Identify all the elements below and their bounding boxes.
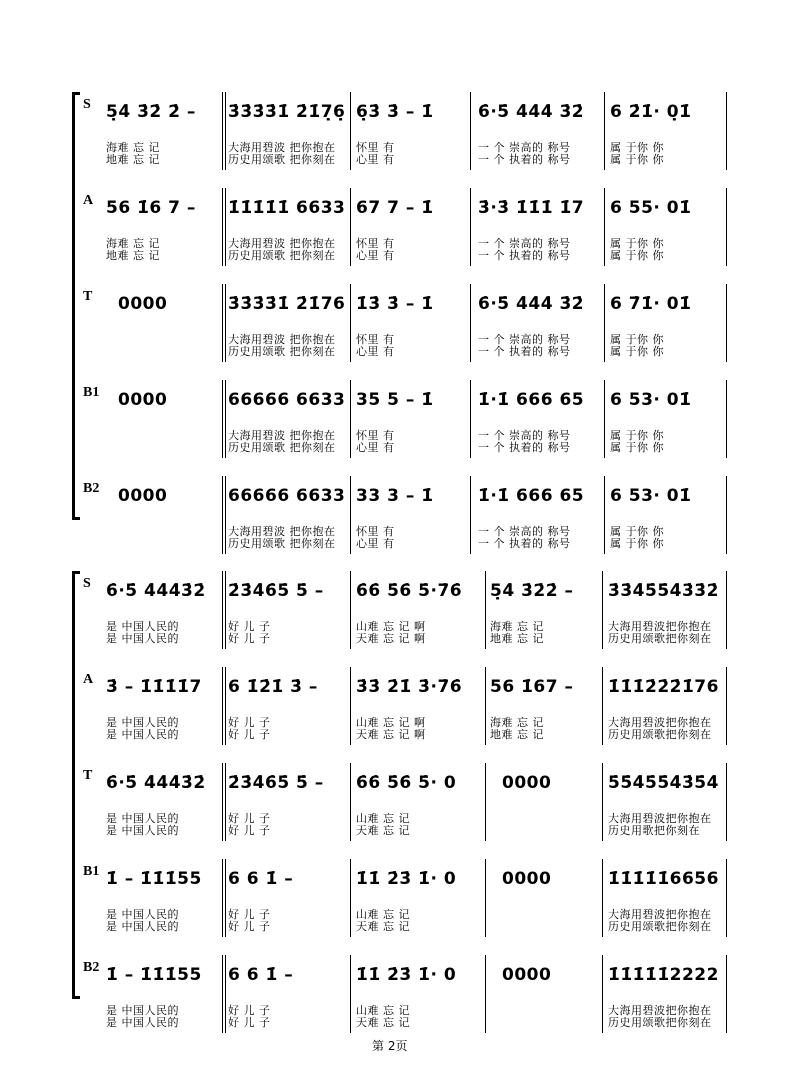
lyric-line: 是 中国人民的	[106, 920, 179, 933]
notation-measure: 0000	[502, 965, 552, 985]
voice-label: S	[83, 576, 91, 591]
bar-line	[225, 667, 226, 745]
bar-line	[222, 476, 223, 554]
bar-line	[222, 859, 223, 937]
lyric-line: 大海用碧波 把你抱在	[228, 333, 336, 346]
bar-line	[225, 92, 226, 170]
notation-measure: 33 3 – 1̇	[356, 486, 434, 506]
lyric-line: 山难 忘 记	[356, 812, 410, 825]
notation-measure: 0000	[118, 486, 168, 506]
lyric-line: 历史用颂歌把你刻在	[608, 632, 712, 645]
bracket-cap	[72, 92, 80, 95]
lyric-line: 好 儿 子	[228, 812, 271, 825]
voice-label: B1	[83, 385, 100, 400]
lyric-line: 山难 忘 记 啊	[356, 620, 426, 633]
bar-line	[604, 476, 605, 554]
notation-measure: 1̇1̇1̇1̇1̇6656	[608, 869, 719, 889]
bar-line	[470, 284, 471, 362]
lyric-line: 山难 忘 记	[356, 1004, 410, 1017]
notation-measure: 3̇3̇3̇3̇1̇ 2̇1̇7̣6̣	[228, 102, 346, 122]
lyric-line: 属 于你 你	[610, 441, 664, 454]
bar-line	[350, 476, 351, 554]
bar-line	[726, 188, 727, 266]
lyric-line: 大海用碧波把你抱在	[608, 908, 712, 921]
voice-label: T	[83, 289, 93, 304]
lyric-line: 地难 忘 记	[490, 632, 544, 645]
lyric-line: 海难 忘 记	[106, 141, 160, 154]
lyric-line: 一 个 崇高的 称号	[478, 525, 571, 538]
bar-line	[350, 859, 351, 937]
lyric-line: 是 中国人民的	[106, 1016, 179, 1029]
lyric-line: 怀里 有	[356, 141, 395, 154]
bar-line	[222, 284, 223, 362]
lyric-line: 地难 忘 记	[106, 249, 160, 262]
notation-measure: 6̇·5̇ 4̇4̇4̇ 3̇2̇	[478, 102, 585, 122]
notation-measure: 5̣4̇ 3̇2̇ 2̇ –	[106, 102, 196, 122]
bar-line	[726, 92, 727, 170]
bar-line	[602, 955, 603, 1033]
notation-measure: 0000	[118, 294, 168, 314]
notation-measure: 0000	[502, 869, 552, 889]
lyric-line: 天难 忘 记	[356, 1016, 410, 1029]
voice-label: B2	[83, 481, 100, 496]
bracket-cap	[72, 517, 80, 520]
system-bracket	[72, 571, 75, 999]
bar-line	[225, 476, 226, 554]
bar-line	[225, 284, 226, 362]
bar-line	[350, 955, 351, 1033]
voice-label: A	[83, 193, 94, 208]
notation-measure: 67 7 – 1̇	[356, 198, 434, 218]
lyric-line: 属 于你 你	[610, 525, 664, 538]
voice-label: A	[83, 672, 94, 687]
lyric-line: 怀里 有	[356, 525, 395, 538]
bar-line	[222, 667, 223, 745]
bar-line	[222, 571, 223, 649]
lyric-line: 是 中国人民的	[106, 632, 179, 645]
lyric-line: 是 中国人民的	[106, 716, 179, 729]
voice-label: B1	[83, 864, 100, 879]
lyric-line: 大海用碧波把你抱在	[608, 1004, 712, 1017]
lyric-line: 大海用碧波 把你抱在	[228, 429, 336, 442]
lyric-line: 天难 忘 记	[356, 920, 410, 933]
bar-line	[350, 92, 351, 170]
bar-line	[350, 188, 351, 266]
lyric-line: 历史用颂歌 把你刻在	[228, 441, 336, 454]
lyric-line: 是 中国人民的	[106, 812, 179, 825]
notation-measure: 1̇1̇ 2̇3̇ 1̇· 0	[356, 965, 457, 985]
notation-measure: 2̇3̇4̇6̇5̇ 5̇ –	[228, 773, 324, 793]
lyric-line: 一 个 执着的 称号	[478, 537, 571, 550]
lyric-line: 属 于你 你	[610, 153, 664, 166]
lyric-line: 好 儿 子	[228, 716, 271, 729]
bar-line	[604, 188, 605, 266]
bar-line	[726, 571, 727, 649]
lyric-line: 好 儿 子	[228, 1004, 271, 1017]
notation-measure: 6 2̇1̇· 0̣1̇	[610, 102, 692, 122]
bar-line	[225, 763, 226, 841]
lyric-line: 一 个 崇高的 称号	[478, 141, 571, 154]
voice-label: T	[83, 768, 93, 783]
bar-line	[222, 380, 223, 458]
lyric-line: 山难 忘 记 啊	[356, 716, 426, 729]
notation-measure: 35 5 – 1̇	[356, 390, 434, 410]
lyric-line: 大海用碧波把你抱在	[608, 812, 712, 825]
lyric-line: 历史用颂歌 把你刻在	[228, 345, 336, 358]
lyric-line: 是 中国人民的	[106, 728, 179, 741]
notation-measure: 6 55· 01̇	[610, 198, 692, 218]
bar-line	[726, 380, 727, 458]
notation-measure: 66666 6633	[228, 390, 346, 410]
lyric-line: 是 中国人民的	[106, 824, 179, 837]
notation-measure: 1̇1̇1̇1̇1̇2222	[608, 965, 719, 985]
notation-measure: 1̇ – 1̇1̇1̇55	[106, 965, 202, 985]
lyric-line: 怀里 有	[356, 333, 395, 346]
lyric-line: 海难 忘 记	[490, 716, 544, 729]
bar-line	[602, 859, 603, 937]
lyric-line: 属 于你 你	[610, 333, 664, 346]
bar-line	[726, 955, 727, 1033]
bar-line	[604, 284, 605, 362]
bar-line	[470, 92, 471, 170]
bar-line	[350, 763, 351, 841]
lyric-line: 属 于你 你	[610, 345, 664, 358]
notation-measure: 3̇3̇3̇3̇1̇ 2̇1̇76	[228, 294, 346, 314]
lyric-line: 历史用颂歌把你刻在	[608, 728, 712, 741]
lyric-line: 心里 有	[356, 441, 395, 454]
lyric-line: 属 于你 你	[610, 537, 664, 550]
bar-line	[222, 92, 223, 170]
bar-line	[602, 763, 603, 841]
lyric-line: 是 中国人民的	[106, 1004, 179, 1017]
lyric-line: 地难 忘 记	[490, 728, 544, 741]
lyric-line: 历史用歌把你刻在	[608, 824, 700, 837]
notation-measure: 6̣3̇ 3̇ – 1̇	[356, 102, 434, 122]
notation-measure: 6 1̇2̇1̇ 3̇ –	[228, 677, 318, 697]
lyric-line: 属 于你 你	[610, 429, 664, 442]
lyric-line: 一 个 执着的 称号	[478, 441, 571, 454]
lyric-line: 大海用碧波把你抱在	[608, 716, 712, 729]
notation-measure: 6̇6̇ 5̇6̇ 5̇·7̇6̇	[356, 581, 463, 601]
lyric-line: 历史用颂歌 把你刻在	[228, 537, 336, 550]
notation-measure: 6̇·5̇ 4̇4̇4̇3̇2̇	[106, 581, 206, 601]
bar-line	[485, 667, 486, 745]
bar-line	[726, 284, 727, 362]
bar-line	[350, 667, 351, 745]
lyric-line: 好 儿 子	[228, 908, 271, 921]
lyric-line: 好 儿 子	[228, 1016, 271, 1029]
bar-line	[602, 667, 603, 745]
notation-measure: 1̇1̇1̇1̇1̇ 6633	[228, 198, 346, 218]
notation-measure: 3̇3̇ 2̇1̇ 3̇·7̇6̇	[356, 677, 463, 697]
lyric-line: 好 儿 子	[228, 632, 271, 645]
lyric-line: 是 中国人民的	[106, 620, 179, 633]
lyric-line: 心里 有	[356, 249, 395, 262]
bar-line	[604, 92, 605, 170]
lyric-line: 大海用碧波 把你抱在	[228, 237, 336, 250]
lyric-line: 一 个 执着的 称号	[478, 153, 571, 166]
bar-line	[222, 955, 223, 1033]
lyric-line: 属 于你 你	[610, 249, 664, 262]
lyric-line: 好 儿 子	[228, 920, 271, 933]
notation-measure: 1̇ – 1̇1̇1̇55	[106, 869, 202, 889]
lyric-line: 心里 有	[356, 537, 395, 550]
bracket-cap	[72, 996, 80, 999]
voice-label: S	[83, 97, 91, 112]
bar-line	[485, 955, 486, 1033]
notation-measure: 6 53· 01̇	[610, 486, 692, 506]
lyric-line: 怀里 有	[356, 237, 395, 250]
bar-line	[225, 571, 226, 649]
notation-measure: 5̣4̇ 3̇2̇2̇ –	[490, 581, 574, 601]
notation-measure: 66666 6633	[228, 486, 346, 506]
lyric-line: 好 儿 子	[228, 824, 271, 837]
bar-line	[222, 763, 223, 841]
lyric-line: 属 于你 你	[610, 237, 664, 250]
page-number: 第 2页	[372, 1039, 408, 1053]
bar-line	[470, 188, 471, 266]
lyric-line: 天难 忘 记 啊	[356, 632, 426, 645]
lyric-line: 天难 忘 记 啊	[356, 728, 426, 741]
lyric-line: 海难 忘 记	[106, 237, 160, 250]
bar-line	[726, 859, 727, 937]
bracket-cap	[72, 571, 80, 574]
lyric-line: 属 于你 你	[610, 141, 664, 154]
lyric-line: 一 个 崇高的 称号	[478, 429, 571, 442]
lyric-line: 山难 忘 记	[356, 908, 410, 921]
lyric-line: 是 中国人民的	[106, 908, 179, 921]
notation-measure: 6̇6̇ 5̇6̇ 5̇· 0	[356, 773, 457, 793]
bar-line	[604, 380, 605, 458]
bar-line	[350, 380, 351, 458]
notation-measure: 2̇3̇4̇6̇5̇ 5̇ –	[228, 581, 324, 601]
lyric-line: 历史用颂歌把你刻在	[608, 1016, 712, 1029]
bar-line	[470, 380, 471, 458]
lyric-line: 海难 忘 记	[490, 620, 544, 633]
lyric-line: 好 儿 子	[228, 728, 271, 741]
bar-line	[225, 188, 226, 266]
notation-measure: 1̇3̇ 3̇ – 1̇	[356, 294, 434, 314]
lyric-line: 历史用颂歌 把你刻在	[228, 153, 336, 166]
bar-line	[222, 188, 223, 266]
bar-line	[726, 667, 727, 745]
lyric-line: 一 个 崇高的 称号	[478, 333, 571, 346]
bar-line	[602, 571, 603, 649]
bar-line	[225, 859, 226, 937]
lyric-line: 天难 忘 记	[356, 824, 410, 837]
lyric-line: 历史用颂歌把你刻在	[608, 920, 712, 933]
system-bracket	[72, 92, 75, 520]
notation-measure: 6̇·5̇ 4̇4̇4̇ 3̇2̇	[478, 294, 585, 314]
bar-line	[350, 284, 351, 362]
notation-measure: 6 6 1̇ –	[228, 965, 294, 985]
notation-measure: 1̇·1̇ 666 65	[478, 486, 585, 506]
lyric-line: 大海用碧波把你抱在	[608, 620, 712, 633]
notation-measure: 5̇5̇4̇5̇5̇4̇3̇5̇4̇	[608, 773, 719, 793]
lyric-line: 怀里 有	[356, 429, 395, 442]
notation-measure: 56 1̇67 –	[490, 677, 574, 697]
bar-line	[485, 571, 486, 649]
lyric-line: 一 个 执着的 称号	[478, 249, 571, 262]
bar-line	[470, 476, 471, 554]
notation-measure: 0000	[502, 773, 552, 793]
bar-line	[726, 763, 727, 841]
bar-line	[350, 571, 351, 649]
lyric-line: 好 儿 子	[228, 620, 271, 633]
bar-line	[485, 859, 486, 937]
bar-line	[225, 380, 226, 458]
bar-line	[225, 955, 226, 1033]
notation-measure: 1̇1̇ 2̇3̇ 1̇· 0	[356, 869, 457, 889]
notation-measure: 6 6 1̇ –	[228, 869, 294, 889]
lyric-line: 一 个 崇高的 称号	[478, 237, 571, 250]
notation-measure: 1̇·1̇ 666 65	[478, 390, 585, 410]
lyric-line: 一 个 执着的 称号	[478, 345, 571, 358]
notation-measure: 1̇1̇1̇2̇2̇2̇1̇76	[608, 677, 719, 697]
bar-line	[485, 763, 486, 841]
lyric-line: 大海用碧波 把你抱在	[228, 525, 336, 538]
bar-line	[726, 476, 727, 554]
notation-measure: 56 1̇6 7 –	[106, 198, 196, 218]
voice-label: B2	[83, 960, 100, 975]
notation-measure: 6 7̇1̇· 01̇	[610, 294, 692, 314]
notation-measure: 6̇·5̇ 4̇4̇4̇3̇2̇	[106, 773, 206, 793]
notation-measure: 3̇ – 1̇1̇1̇1̇7	[106, 677, 202, 697]
notation-measure: 3̇·3̇ 1̇1̇1̇ 1̇7	[478, 198, 585, 218]
lyric-line: 心里 有	[356, 153, 395, 166]
notation-measure: 0000	[118, 390, 168, 410]
lyric-line: 历史用颂歌 把你刻在	[228, 249, 336, 262]
notation-measure: 6 53· 01̇	[610, 390, 692, 410]
lyric-line: 心里 有	[356, 345, 395, 358]
notation-measure: 3̇3̇4̇5̇5̇4̇3̇3̇2̇	[608, 581, 719, 601]
lyric-line: 地难 忘 记	[106, 153, 160, 166]
lyric-line: 大海用碧波 把你抱在	[228, 141, 336, 154]
